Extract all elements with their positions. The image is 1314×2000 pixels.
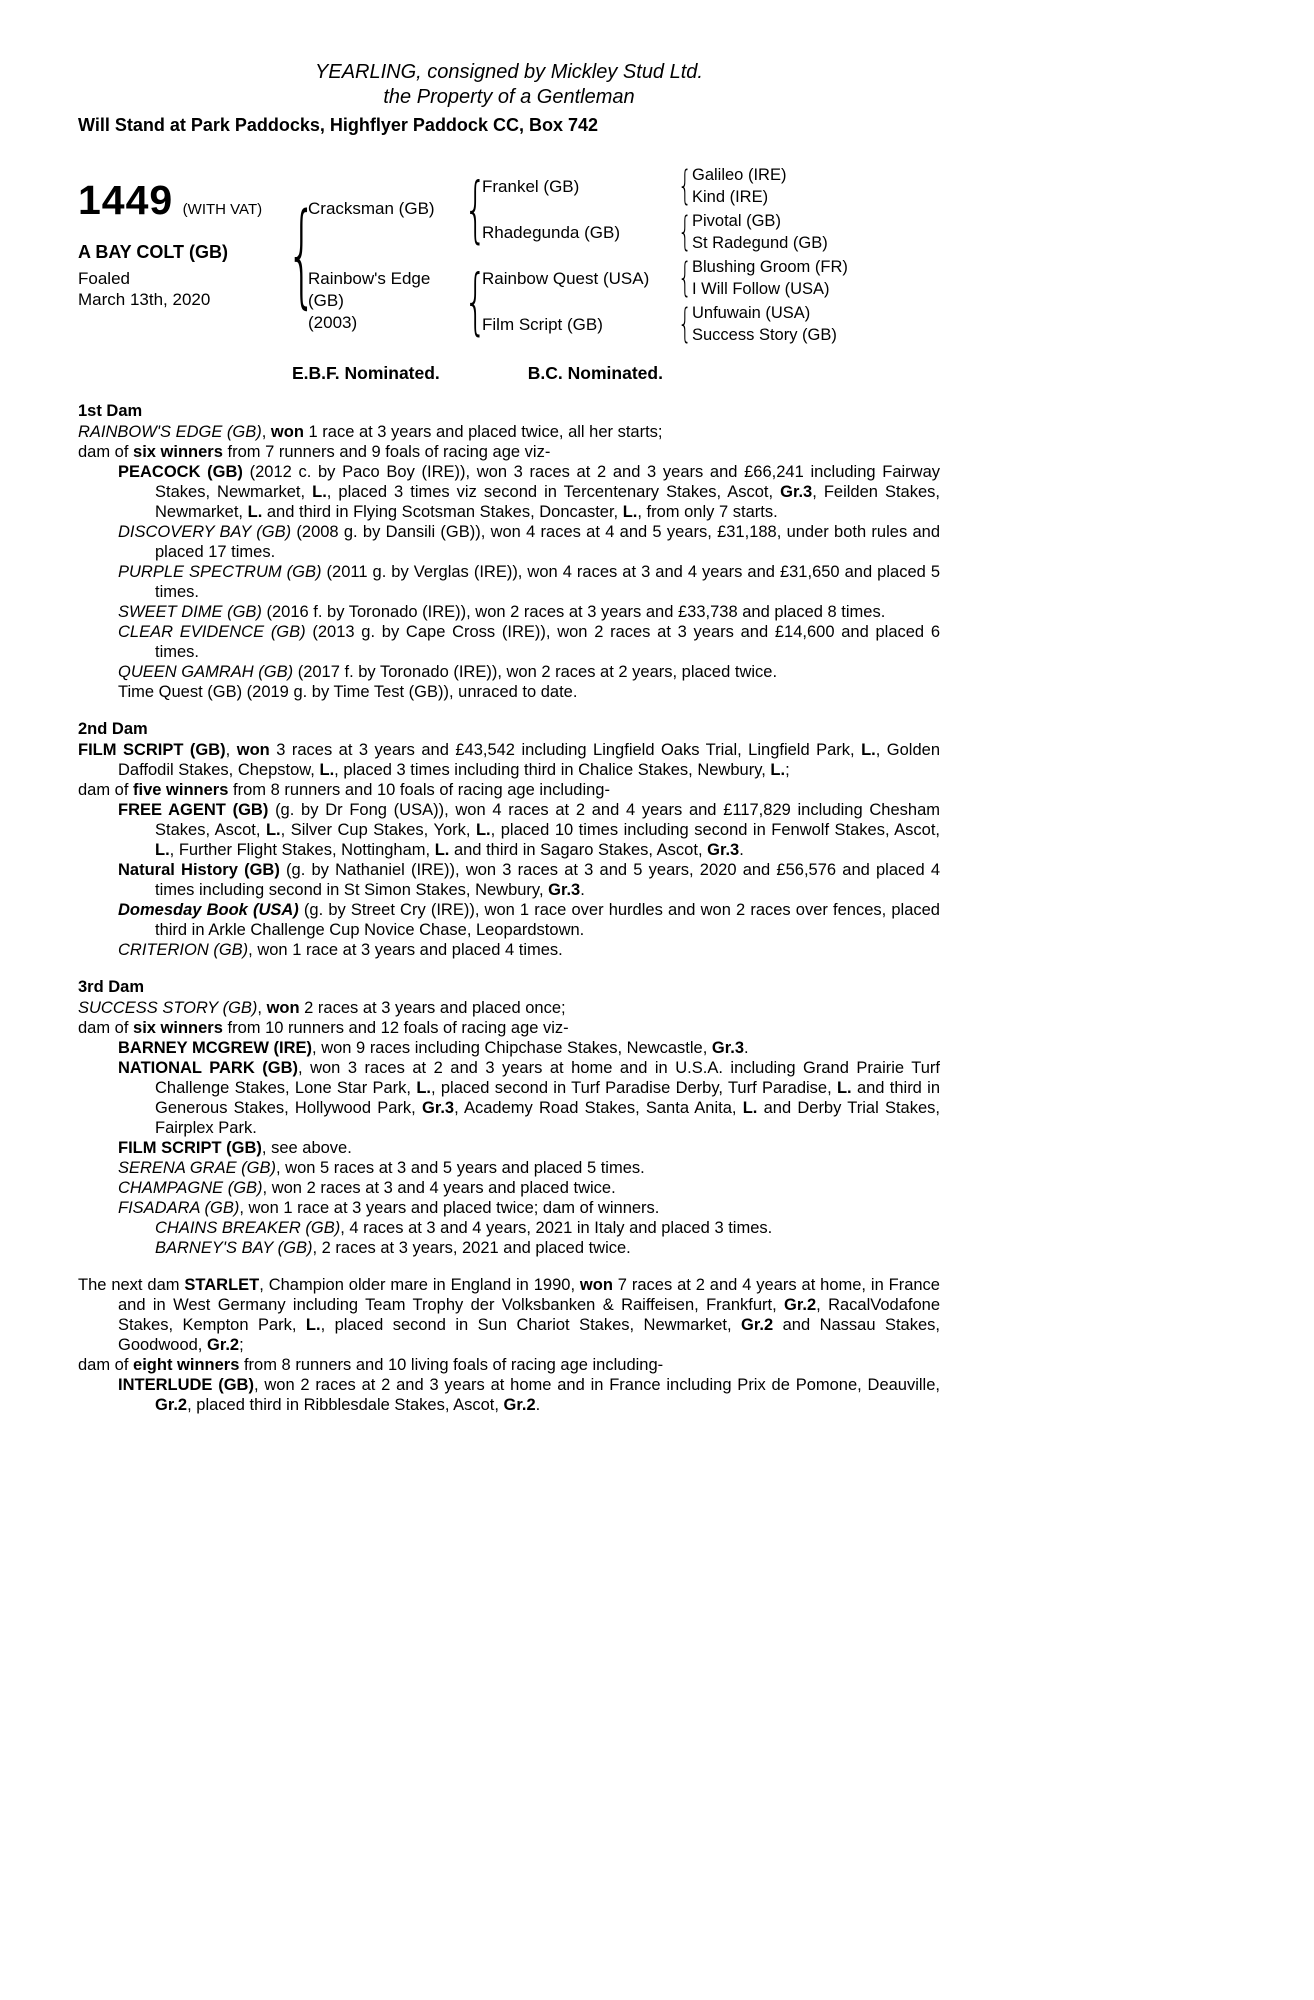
catalogue-paragraph [78, 1238, 940, 1258]
text-run: L. [155, 841, 170, 859]
text-run: , 4 races at 3 and 4 years, 2021 in Italy and placed 3 times. [340, 1219, 773, 1237]
text-run: and third in Generous Stakes, Hollywood Park, [155, 1079, 941, 1117]
text-run: won [270, 423, 304, 441]
text-run: six winners [133, 443, 223, 461]
text-run: Gr.2 [503, 1396, 536, 1414]
catalogue-paragraph [78, 1375, 940, 1415]
sire-sire-block [482, 163, 910, 209]
text-run: , RacalVodafone Stakes, Kempton Park, [118, 1296, 940, 1334]
text-run: FILM SCRIPT (GB) [78, 741, 226, 759]
text-run: Gr.3 [780, 483, 813, 501]
text-run: L. [770, 761, 786, 779]
text-run: L. [416, 1079, 431, 1097]
sire-sire-name: Frankel (GB) [482, 176, 580, 196]
catalogue-paragraph [78, 1218, 940, 1238]
dam-half [308, 255, 910, 347]
catalogue-paragraph [78, 780, 940, 800]
catalogue-paragraph [78, 462, 940, 522]
text-run: The next dam [78, 1276, 185, 1294]
text-run: QUEEN GAMRAH (GB) [118, 663, 294, 681]
text-run: , won 1 race at 3 years and placed twice; dam of winners. [239, 1199, 660, 1217]
text-run: dam of [78, 1019, 134, 1037]
text-run: , [225, 741, 237, 759]
text-run: ; [239, 1336, 244, 1354]
text-run: FREE AGENT (GB) [118, 801, 269, 819]
dam-year: (2003) [308, 313, 358, 332]
pedigree-generations [308, 163, 910, 347]
ancestor-name: Success Story (GB) [692, 326, 837, 344]
catalogue-paragraph [78, 1058, 940, 1138]
dam-section [78, 719, 940, 960]
text-run: FISADARA (GB) [118, 1199, 240, 1217]
text-run: , Further Flight Stakes, Nottingham, [169, 841, 435, 859]
text-run: won [236, 741, 270, 759]
text-run: from 7 runners and 9 foals of racing age viz- [222, 443, 551, 461]
dam-section [78, 401, 940, 702]
text-run: (2016 f. by Toronado (IRE)), won 2 races at 3 years and £33,738 and placed 8 times. [261, 603, 886, 621]
catalogue-paragraph [78, 662, 940, 682]
text-run: dam of [78, 1356, 134, 1374]
text-run: , won 2 races at 2 and 3 years at home and in France including Prix de Pomone, Deauville, [253, 1376, 940, 1394]
text-run: , Feilden Stakes, Newmarket, [155, 483, 940, 521]
text-run: L. [265, 821, 281, 839]
text-run: from 8 runners and 10 foals of racing age including- [228, 781, 610, 799]
text-run: (g. by Street Cry (IRE)), won 1 race over hurdles and won 2 races over fences, placed third in Arkle Challenge Cup Novice Chase, Leopardstown. [155, 901, 940, 939]
text-run: 1 race at 3 years and placed twice, all her starts; [303, 423, 663, 441]
text-run: , won 3 races at 2 and 3 years at home and in U.S.A. including Grand Prairie Turf Challenge Stakes, Lone Star Park, [155, 1059, 940, 1097]
dam-sire-name: Rainbow Quest (USA) [482, 268, 650, 288]
text-run: 2 races at 3 years and placed once; [299, 999, 566, 1017]
text-run: Gr.2 [155, 1396, 188, 1414]
text-run: , Silver Cup Stakes, York, [280, 821, 476, 839]
text-run: Gr.3 [421, 1099, 455, 1117]
text-run: L. [475, 821, 491, 839]
lot-block [78, 177, 283, 310]
foaled-label: Foaled [78, 269, 130, 288]
text-run: . [580, 881, 585, 899]
ancestor-name: Unfuwain (USA) [692, 304, 811, 322]
page-content [78, 60, 940, 1415]
text-run: SWEET DIME (GB) [118, 603, 262, 621]
catalogue-paragraph [78, 860, 940, 900]
text-run: (2012 c. by Paco Boy (IRE)), won 3 races at 2 and 3 years and £66,241 including Fairway Stakes, Newmarket, [155, 463, 941, 501]
text-run: eight winners [133, 1356, 240, 1374]
text-run: , placed second in Sun Chariot Stakes, Newmarket, [320, 1316, 742, 1334]
text-run: from 8 runners and 10 living foals of racing age including- [239, 1356, 664, 1374]
text-run: , [261, 423, 271, 441]
text-run: , won 1 race at 3 years and placed 4 times. [248, 941, 563, 959]
text-run: . [744, 1039, 749, 1057]
ancestor-name: Pivotal (GB) [692, 212, 781, 230]
text-run: L. [305, 1316, 321, 1334]
text-run: Gr.3 [707, 841, 740, 859]
text-run: and third in Sagaro Stakes, Ascot, [449, 841, 708, 859]
catalogue-paragraph [78, 1138, 940, 1158]
text-run: SERENA GRAE (GB) [118, 1159, 276, 1177]
text-run: DISCOVERY BAY (GB) [118, 523, 292, 541]
dam-name: Rainbow's Edge (GB) [308, 269, 431, 310]
text-run: , won 5 races at 3 and 5 years and placed 5 times. [276, 1159, 645, 1177]
text-run: , Academy Road Stakes, Santa Anita, [454, 1099, 743, 1117]
text-run: , see above. [261, 1139, 352, 1157]
text-run: L. [319, 761, 335, 779]
catalogue-paragraph [78, 1158, 940, 1178]
dam-section [78, 1275, 940, 1415]
text-run: (g. by Nathaniel (IRE)), won 3 races at 3 and 5 years, 2020 and £56,576 and placed 4 times including second in St Simon Stakes, Newbury, [155, 861, 940, 899]
sire-dam-block [482, 209, 910, 255]
catalogue-paragraph [78, 1038, 940, 1058]
catalogue-paragraph [78, 422, 940, 442]
catalogue-paragraph [78, 1275, 940, 1355]
pedigree-brace-icon: { [286, 190, 317, 320]
text-run: and Derby Trial Stakes, Fairplex Park. [155, 1099, 940, 1137]
text-run: (2017 f. by Toronado (IRE)), won 2 races at 2 years, placed twice. [293, 663, 778, 681]
catalogue-paragraph [78, 1355, 940, 1375]
text-run: , 2 races at 3 years, 2021 and placed twice. [312, 1239, 631, 1257]
text-run: L. [434, 841, 450, 859]
text-run: Gr.2 [784, 1296, 817, 1314]
pedigree-brace-icon: { [464, 167, 487, 251]
text-run: won [266, 999, 300, 1017]
section-heading: 1st Dam [78, 402, 143, 420]
text-run: CRITERION (GB) [118, 941, 249, 959]
lot-number: 1449 [78, 177, 174, 223]
nominations-row [292, 363, 940, 384]
dam-dam-block [482, 301, 910, 347]
text-run: Natural History (GB) [118, 861, 280, 879]
text-run: BARNEY MCGREW (IRE) [118, 1039, 313, 1057]
ancestor-name: I Will Follow (USA) [692, 280, 830, 298]
text-run: , placed 3 times viz second in Tercentenary Stakes, Ascot, [326, 483, 781, 501]
catalogue-paragraph [78, 562, 940, 602]
text-run: L. [861, 741, 876, 759]
text-run: NATIONAL PARK (GB) [118, 1059, 298, 1077]
text-run: INTERLUDE (GB) [118, 1376, 254, 1394]
text-run: . [535, 1396, 541, 1414]
text-run: , placed 10 times including second in Fenwolf Stakes, Ascot, [490, 821, 940, 839]
text-run: (2011 g. by Verglas (IRE)), won 4 races at 3 and 4 years and £31,650 and placed 5 times. [155, 563, 941, 601]
text-run: STARLET [184, 1276, 260, 1294]
text-run: five winners [133, 781, 229, 799]
text-run: dam of [78, 443, 134, 461]
text-run: PURPLE SPECTRUM (GB) [118, 563, 322, 581]
text-run: Gr.3 [548, 881, 581, 899]
pedigree-brace-icon: { [678, 209, 693, 255]
catalogue-paragraph [78, 940, 940, 960]
property-line: the Property of a Gentleman [383, 86, 635, 108]
text-run: L. [836, 1079, 852, 1097]
text-run: and Nassau Stakes, Goodwood, [118, 1316, 940, 1354]
catalogue-paragraph [78, 682, 940, 702]
text-run: L. [742, 1099, 758, 1117]
bc-nomination: B.C. Nominated. [527, 363, 663, 383]
text-run: CHAINS BREAKER (GB) [155, 1219, 341, 1237]
text-run: , placed 3 times including third in Chalice Stakes, Newbury, [334, 761, 771, 779]
dam-section [78, 977, 940, 1258]
text-run: , placed second in Turf Paradise Derby, Turf Paradise, [430, 1079, 837, 1097]
lot-number-row [78, 177, 283, 224]
text-run: dam of [78, 781, 134, 799]
text-run: L. [247, 503, 263, 521]
stand-location-line: Will Stand at Park Paddocks, Highflyer Paddock CC, Box 742 [78, 115, 598, 135]
text-run: , placed third in Ribblesdale Stakes, Ascot, [187, 1396, 504, 1414]
catalogue-paragraph [78, 740, 940, 780]
text-run: L. [622, 503, 638, 521]
catalogue-paragraph [78, 522, 940, 562]
text-run: . [739, 841, 744, 859]
pedigree-brace-icon: { [678, 163, 693, 209]
ancestor-name: St Radegund (GB) [692, 234, 828, 252]
dam-dam-name: Film Script (GB) [482, 314, 603, 334]
text-run: L. [312, 483, 327, 501]
text-run: and third in Flying Scotsman Stakes, Doncaster, [262, 503, 623, 521]
text-run: FILM SCRIPT (GB) [118, 1139, 262, 1157]
sire-dam-name: Rhadegunda (GB) [482, 222, 620, 242]
catalogue-paragraph [78, 622, 940, 662]
vat-note: (WITH VAT) [182, 201, 263, 218]
ancestor-name: Galileo (IRE) [692, 166, 787, 184]
text-run: RAINBOW'S EDGE (GB) [78, 423, 262, 441]
horse-description: A BAY COLT (GB) [78, 242, 229, 262]
foaled-block [78, 268, 283, 310]
sire-half [308, 163, 910, 255]
catalogue-paragraph [78, 998, 940, 1018]
sire-name: Cracksman (GB) [308, 199, 435, 218]
text-run: six winners [133, 1019, 223, 1037]
pedigree-brace-icon: { [464, 259, 487, 343]
foaled-date: March 13th, 2020 [78, 290, 211, 309]
ancestor-name: Blushing Groom (FR) [692, 258, 848, 276]
text-run: , from only 7 starts. [637, 503, 778, 521]
text-run: (2008 g. by Dansili (GB)), won 4 races at 4 and 5 years, £31,188, under both rules and placed 17 times. [155, 523, 940, 561]
text-run: from 10 runners and 12 foals of racing age viz- [222, 1019, 569, 1037]
lot-and-pedigree [78, 163, 940, 355]
text-run: Domesday Book (USA) [118, 901, 299, 919]
text-run: ; [785, 761, 790, 779]
consignor-line: YEARLING, consigned by Mickley Stud Ltd. [315, 61, 703, 83]
text-run: won [579, 1276, 613, 1294]
text-run: , Champion older mare in England in 1990, [259, 1276, 580, 1294]
text-run: , Golden Daffodil Stakes, Chepstow, [118, 741, 941, 779]
text-run: CLEAR EVIDENCE (GB) [118, 623, 306, 641]
text-run: Gr.3 [711, 1039, 745, 1057]
text-run: , [257, 999, 267, 1017]
catalogue-body [78, 401, 940, 1415]
text-run: , won 9 races including Chipchase Stakes, Newcastle, [312, 1039, 712, 1057]
catalogue-paragraph [78, 900, 940, 940]
text-run: SUCCESS STORY (GB) [78, 999, 258, 1017]
text-run: PEACOCK (GB) [118, 463, 243, 481]
text-run: (g. by Dr Fong (USA)), won 4 races at 2 and 4 years and £117,829 including Chesham Stakes, Ascot, [155, 801, 940, 839]
text-run: , won 2 races at 3 and 4 years and placed twice. [262, 1179, 616, 1197]
pedigree-brace-icon: { [678, 301, 693, 347]
text-run: BARNEY'S BAY (GB) [155, 1239, 313, 1257]
section-heading: 2nd Dam [78, 720, 148, 738]
catalogue-paragraph [78, 1198, 940, 1218]
catalogue-paragraph [78, 602, 940, 622]
section-heading: 3rd Dam [78, 978, 145, 996]
dam-name-cell [308, 268, 458, 334]
dam-sire-block [482, 255, 910, 301]
text-run: Gr.2 [741, 1316, 774, 1334]
text-run: 3 races at 3 years and £43,542 including Lingfield Oaks Trial, Lingfield Park, [269, 741, 862, 759]
pedigree-brace-icon: { [678, 255, 693, 301]
catalogue-paragraph [78, 442, 940, 462]
catalogue-paragraph [78, 1018, 940, 1038]
ebf-nomination: E.B.F. Nominated. [292, 363, 440, 383]
catalogue-paragraph [78, 1178, 940, 1198]
pedigree-tree [278, 163, 910, 347]
ancestor-name: Kind (IRE) [692, 188, 769, 206]
text-run: (2013 g. by Cape Cross (IRE)), won 2 races at 3 years and £14,600 and placed 6 times. [155, 623, 940, 661]
catalogue-paragraph [78, 800, 940, 860]
text-run: CHAMPAGNE (GB) [118, 1179, 263, 1197]
text-run: 7 races at 2 and 4 years at home, in France and in West Germany including Team Trophy der Volksbanken & Raiffeisen, Frankfurt, [118, 1276, 940, 1314]
text-run: Time Quest (GB) (2019 g. by Time Test (GB)), unraced to date. [118, 683, 578, 701]
text-run: Gr.2 [206, 1336, 240, 1354]
